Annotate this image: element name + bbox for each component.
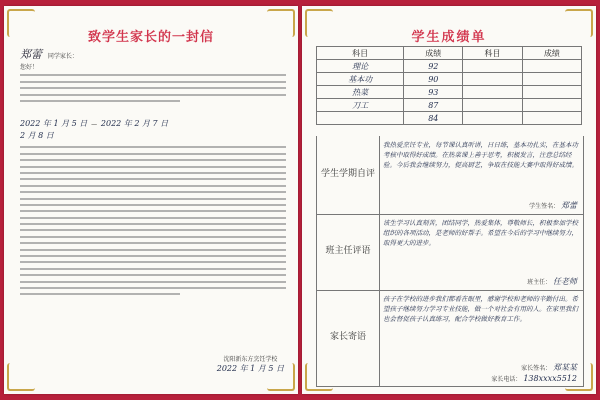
leave-end-date: 2022 年 2 月 7 日	[100, 119, 169, 128]
table-row	[317, 86, 582, 99]
score-cell: 90	[404, 73, 463, 86]
header-score: 成绩	[404, 47, 463, 60]
grades-table	[316, 46, 582, 125]
letter-body-2	[20, 142, 286, 300]
score-cell: 92	[404, 60, 463, 73]
table-row	[317, 99, 582, 112]
header-subject: 科目	[317, 47, 404, 60]
parent-sign-label: 家长签名：	[521, 365, 552, 372]
subject-cell-2	[463, 73, 522, 86]
self-eval-label: 学生学期自评	[317, 136, 380, 214]
teacher-eval-text: 该生学习认真刻苦，团结同学，热爱集体，尊敬师长，积极参加学校组织的各项活动，是老师的好帮手。希望在今后的学习中继续努力，取得更大的进步。	[383, 219, 578, 247]
subject-cell-2	[463, 99, 522, 112]
subject-cell-2	[463, 60, 522, 73]
score-cell-2	[522, 60, 581, 73]
parent-phone-row	[491, 374, 577, 383]
parent-text: 孩子在学校的进步我们都看在眼里，感谢学校和老师的辛勤付出。希望孩子继续努力学习专业技能，做一个对社会有用的人。在家里我们也会督促孩子认真练习，配合学校做好教育工作。	[383, 295, 578, 323]
letter-title: 致学生家长的一封信	[87, 30, 214, 45]
subject-cell: 热菜	[317, 86, 404, 99]
leave-dates: 2022 年 1 月 5 日 — 2022 年 2 月 7 日	[20, 119, 169, 128]
student-sign-label: 学生签名：	[529, 203, 560, 210]
leave-start-date: 2022 年 1 月 5 日	[20, 119, 88, 128]
parent-signature: 郑某某	[553, 363, 577, 372]
parent-phone-label: 家长电话：	[491, 376, 522, 383]
teacher-signature: 任老师	[553, 277, 577, 286]
student-name-handwritten: 郑蕾	[20, 48, 42, 61]
subject-cell: 刀工	[317, 99, 404, 112]
letter-date: 2022 年 1 月 5 日	[216, 364, 284, 373]
subject-cell-2	[463, 112, 522, 125]
letter-body	[20, 70, 286, 106]
parent-message	[316, 290, 584, 387]
report-page	[302, 6, 596, 394]
teacher-sign-label: 班主任：	[527, 279, 552, 286]
score-cell: 87	[404, 99, 463, 112]
parent-signature-row	[521, 362, 577, 373]
grades-header-row	[317, 47, 582, 60]
table-row	[317, 112, 582, 125]
teacher-signature-row	[527, 276, 577, 287]
parent-phone: 138xxxx5512	[523, 374, 577, 383]
table-row	[317, 60, 582, 73]
return-date-row	[20, 130, 54, 141]
teacher-eval-label: 班主任评语	[317, 214, 380, 290]
salutation	[20, 46, 78, 62]
score-cell-2	[522, 86, 581, 99]
score-cell-2	[522, 73, 581, 86]
subject-cell: 基本功	[317, 73, 404, 86]
salutation-suffix: 同学家长：	[47, 53, 78, 60]
header-score-2: 成绩	[522, 47, 581, 60]
greeting: 您好！	[20, 64, 39, 71]
table-row	[317, 73, 582, 86]
subject-cell: 理论	[317, 60, 404, 73]
school-name: 沈阳新东方烹饪学校	[223, 356, 278, 363]
subject-cell-2	[463, 86, 522, 99]
letter-signoff	[217, 354, 284, 374]
student-signature: 郑蕾	[561, 201, 577, 210]
score-cell: 84	[404, 112, 463, 125]
corner-ornament	[7, 363, 35, 391]
self-eval-text: 我热爱烹饪专业，每节课认真听讲，日日练，基本功扎实，在基本功考核中取得好成绩。在热菜课上善于思考，积极发言，注意总结经验。今后我会继续努力，提高厨艺，争取在技能大赛中取得好成绩。	[383, 141, 578, 169]
letter-page	[4, 6, 298, 394]
student-signature-row	[529, 200, 577, 211]
report-title: 学生成绩单	[411, 30, 487, 45]
score-cell: 93	[404, 86, 463, 99]
parent-label: 家长寄语	[317, 290, 380, 386]
teacher-eval	[316, 214, 584, 291]
student-self-eval	[316, 136, 584, 215]
return-date: 2 月 8 日	[20, 131, 54, 140]
score-cell-2	[522, 112, 581, 125]
score-cell-2	[522, 99, 581, 112]
subject-cell	[317, 112, 404, 125]
header-subject-2: 科目	[463, 47, 522, 60]
